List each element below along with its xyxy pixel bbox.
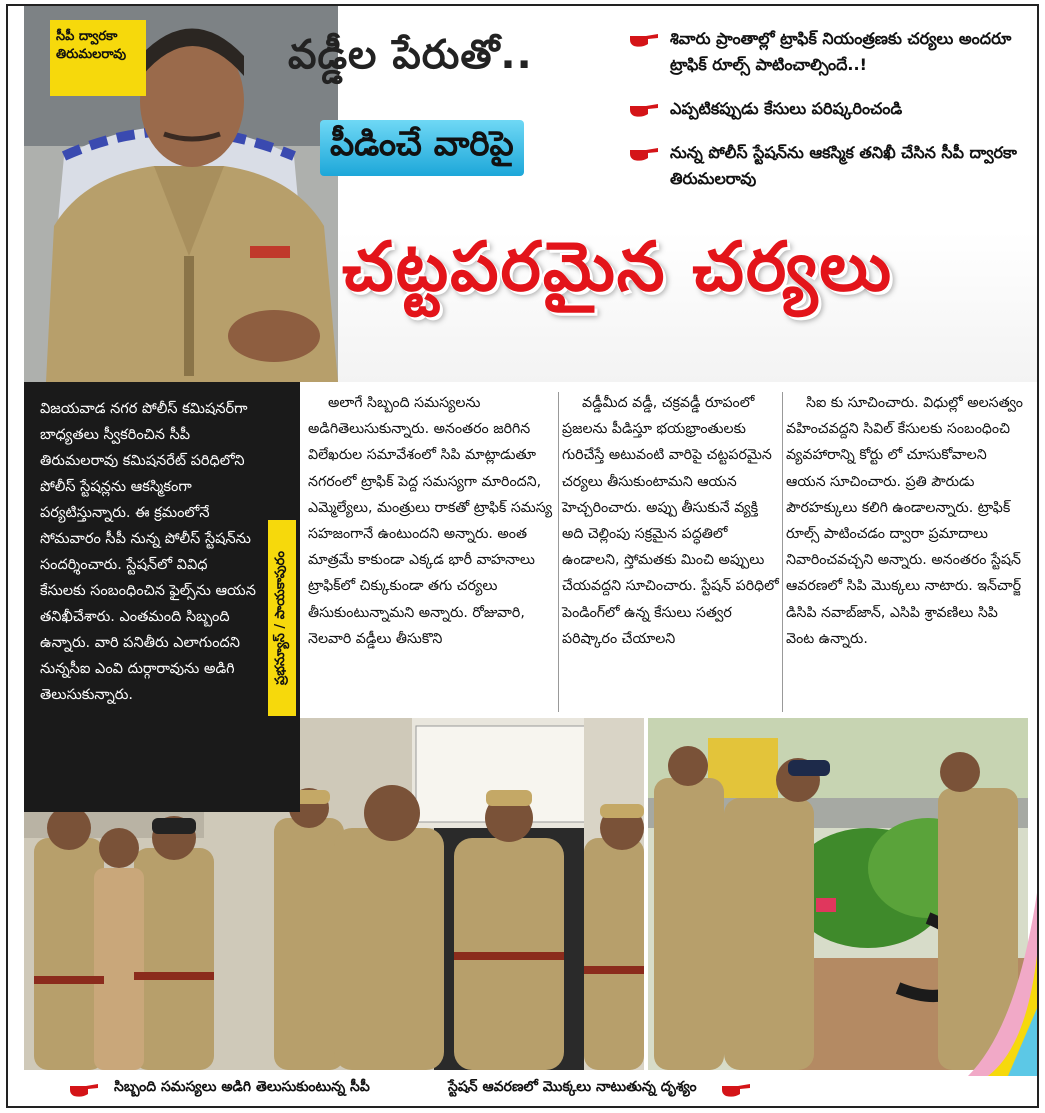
column-divider	[782, 392, 783, 712]
pointing-hand-icon	[628, 142, 660, 164]
bullet-item	[628, 26, 1033, 78]
bullet-item	[628, 96, 1033, 122]
caption-right	[448, 1072, 778, 1106]
article-column-2	[562, 390, 780, 652]
column-3-text: సిఐ కు సూచించారు. విధుల్లో అలసత్వం వహించవద్దని సివిల్ కేసులకు సంబంధించి వ్యవహారాన్ని కోర్టు లో చూసుకోవాలని ఆయన సూచించారు. ప్రతి పౌరుడు పౌరహక్కులు కలిగి ఉండాలన్నారు. ట్రాఫిక్ రూల్స్ పాటించడం ద్వారా ప్రమాదాలు నివారించవచ్చని అన్నారు. అనంతరం స్టేషన్ ఆవరణలో సిపి మొక్కలు నాటారు. ఇన్‌చార్జ్ డిసిపి నవాబ్‌జాన్, ఎసిపి శ్రావణిలు సిపి వెంట ఉన్నారు.	[786, 395, 1023, 647]
article-column-1	[308, 390, 556, 652]
bullet-text: శివారు ప్రాంతాల్లో ట్రాఫిక్ నియంత్రణకు చర్యలు అందరూ ట్రాఫిక్ రూల్స్ పాటించాల్సిందే..!	[670, 29, 1012, 74]
bullet-text: ఎప్పటికప్పుడు కేసులు పరిష్కరించండి	[670, 99, 903, 118]
highlight-bullets	[628, 26, 1033, 210]
pointing-hand-icon	[628, 28, 660, 50]
column-2-text: వడ్డీమీద వడ్డీ, చక్రవడ్డీ రూపంలో ప్రజలను పీడిస్తూ భయభ్రాంతులకు గురిచేస్తే అటువంటి వారిపై చట్టపరమైన చర్యలు తీసుకుంటామని ఆయన హెచ్చరించారు. అప్పు తీసుకునే వ్యక్తి అది చెల్లింపు సక్రమైన పద్ధతిలో ఉండాలని, స్తోమతకు మించి అప్పులు చేయవద్దని సూచించారు. స్టేషన్ పరిధిలో పెండింగ్‌లో ఉన్న కేసులు సత్వర పరిష్కారం చేయాలని	[562, 395, 779, 647]
cp-name-label: సీపీ ద్వారకా తిరుమలరావు	[50, 20, 146, 96]
headline-top: వడ్డీల పేరుతో..	[288, 32, 533, 78]
bullet-text: నున్న పోలీస్ స్టేషన్‌ను ఆకస్మిక తనిఖీ చేసిన సీపీ ద్వారకా తిరుమలరావు	[670, 143, 1017, 188]
pointing-hand-icon	[720, 1078, 752, 1100]
pointing-hand-icon	[68, 1078, 100, 1100]
caption-left-text: సిబ్బంది సమస్యలు అడిగి తెలుసుకుంటున్న సీపీ	[114, 1079, 370, 1095]
headline-main: చట్టపరమైన చర్యలు	[342, 228, 894, 307]
dateline-text: ప్రభన్యూస్ / పాయకాపురం	[273, 551, 288, 685]
corner-decoration	[968, 886, 1038, 1076]
headline-mid: పీడించే వారిపై	[320, 120, 524, 176]
dateline-tag	[268, 520, 296, 716]
article-column-3	[786, 390, 1024, 652]
caption-right-text: స్టేషన్ ఆవరణలో మొక్కలు నాటుతున్న దృశ్యం	[448, 1079, 697, 1095]
bullet-item	[628, 140, 1033, 192]
intro-box	[24, 382, 300, 812]
pointing-hand-icon	[628, 98, 660, 120]
intro-text: విజయవాడ నగర పోలీస్ కమిషనర్‌గా బాధ్యతలు స్వీకరించిన సీపీ తిరుమలరావు కమిషనరేట్ పరిధిలోని పోలీస్ స్టేషన్లను ఆకస్మికంగా పర్యటిస్తున్నారు. ఈ క్రమంలోనే సోమవారం సీపీ నున్న పోలీస్ స్టేషన్‌ను సందర్శించారు. స్టేషన్‌లో వివిధ కేసులకు సంబంధించిన ఫైల్స్‌ను ఆయన తనిఖీచేశారు. ఎంతమంది సిబ్బంది ఉన్నారు. వారి పనితీరు ఎలాగుందని నున్నసీఐ ఎంవి దుర్గారావును అడిగి తెలుసుకున్నారు.	[40, 401, 256, 703]
newspaper-page	[6, 4, 1039, 1108]
column-divider	[558, 392, 559, 712]
column-1-text: అలాగే సిబ్బంది సమస్యలను అడిగితెలుసుకున్నారు. అనంతరం జరిగిన విలేఖరుల సమావేశంలో సిపి మాట్లాడుతూ నగరంలో ట్రాఫిక్ పెద్ద సమస్యగా మారిందని, ఎమ్మెల్యేలు, మంత్రులు రాకతో ట్రాఫిక్ సమస్య సహజంగానే ఉంటుందని అన్నారు. అంత మాత్రమే కాకుండా ఎక్కడ భారీ వాహనాలు ట్రాఫిక్‌లో చిక్కుకుండా తగు చర్యలు తీసుకుంటున్నామని అన్నారు. రోజువారి, నెలవారి వడ్డీలు తీసుకొని	[308, 395, 553, 647]
